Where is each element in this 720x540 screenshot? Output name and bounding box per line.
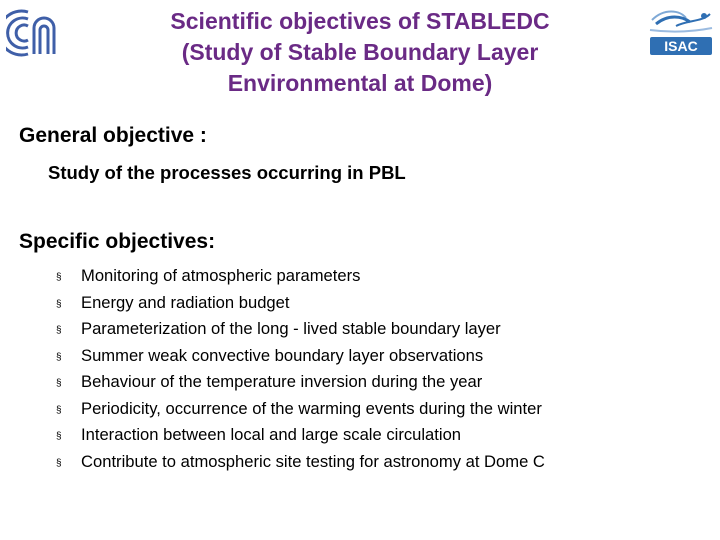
list-item-text: Interaction between local and large scale circulation (81, 425, 462, 444)
list-item-text: Summer weak convective boundary layer observations (81, 345, 484, 365)
specific-objectives-list (56, 263, 545, 475)
list-item (56, 396, 545, 423)
bullet-icon: § (56, 404, 62, 416)
list-item-text: Monitoring of atmospheric parameters (81, 266, 361, 285)
title-line-3: Environmental at Dome) (227, 70, 493, 96)
isac-logo-text: ISAC (664, 38, 698, 54)
bullet-icon: § (56, 272, 62, 283)
list-item-text: Parameterization of the long - lived stable boundary layer (81, 319, 501, 338)
title-line-2: (Study of Stable Boundary Layer (181, 39, 539, 65)
list-item (56, 369, 545, 396)
list-item (56, 343, 545, 370)
list-item-text: Contribute to atmospheric site testing for astronomy at Dome C (81, 451, 545, 471)
list-item-text: Behaviour of the temperature inversion during the year (81, 372, 483, 391)
bullet-icon: § (56, 378, 62, 389)
list-item-text: Energy and radiation budget (81, 292, 290, 312)
list-item-text: Periodicity, occurrence of the warming events during the winter (81, 398, 542, 418)
bullet-icon: § (56, 351, 62, 363)
list-item (56, 316, 545, 343)
slide-title (100, 6, 620, 99)
cnr-logo (6, 8, 62, 58)
general-objective-text: Study of the processes occurring in PBL (48, 162, 406, 183)
specific-objectives-heading: Specific objectives: (19, 230, 216, 253)
list-item (56, 422, 545, 449)
bullet-icon: § (56, 298, 62, 310)
bullet-icon: § (56, 457, 62, 469)
isac-logo (646, 4, 716, 58)
title-line-1: Scientific objectives of STABLEDC (170, 8, 550, 34)
list-item (56, 263, 545, 290)
general-objective-heading: General objective : (19, 124, 207, 147)
bullet-icon: § (56, 431, 62, 442)
list-item (56, 449, 545, 476)
list-item (56, 290, 545, 317)
bullet-icon: § (56, 325, 62, 336)
